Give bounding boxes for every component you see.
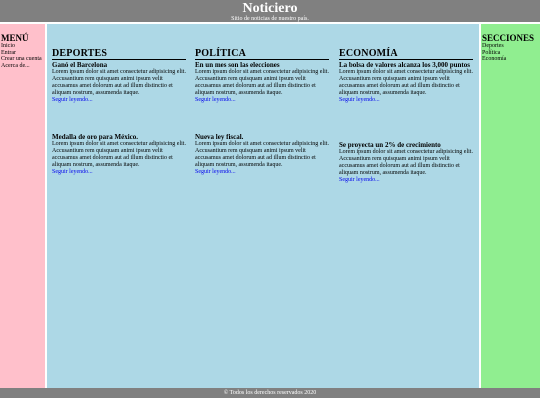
read-more-link[interactable]: Seguir leyendo... (339, 97, 380, 103)
article-body: Lorem ipsum dolor sit amet consectetur adipisicing elit. Accusantium rem quisquam animi ipsum velit accusamus amet dolorum aut ad illum distinctio et aliquam nostrum, assumenda itaque. (195, 69, 329, 96)
read-more-link[interactable]: Seguir leyendo... (195, 97, 236, 103)
sections-item-economia[interactable]: Economía (482, 56, 507, 62)
sections-list (482, 43, 539, 63)
article (52, 61, 186, 133)
read-more-link[interactable]: Seguir leyendo... (52, 169, 93, 175)
site-header (0, 0, 540, 22)
site-tagline: Sitio de noticias de nuestro país. (231, 16, 309, 22)
site-title: Noticiero (242, 1, 298, 16)
menu-item-acerca[interactable]: Acerca de... (1, 62, 30, 69)
section-deportes (52, 48, 186, 176)
article-body: Lorem ipsum dolor sit amet consectetur adipisicing elit. Accusantium rem quisquam animi ipsum velit accusamus amet dolorum aut ad illum distinctio et aliquam nostrum, assumenda itaque. (52, 69, 186, 96)
article-body: Lorem ipsum dolor sit amet consectetur adipisicing elit. Accusantium rem quisquam animi ipsum velit accusamus amet dolorum aut ad illum distinctio et aliquam nostrum, assumenda itaque. (52, 141, 186, 168)
article-body: Lorem ipsum dolor sit amet consectetur adipisicing elit. Accusantium rem quisquam animi ipsum velit accusamus amet dolorum aut ad illum distinctio et aliquam nostrum, assumenda itaque. (195, 141, 329, 168)
section-economia (339, 48, 473, 184)
menu-item-crear-cuenta[interactable]: Crear una cuenta (1, 56, 42, 62)
sections-heading: SECCIONES (482, 33, 535, 43)
article-body: Lorem ipsum dolor sit amet consectetur adipisicing elit. Accusantium rem quisquam animi ipsum velit accusamus amet dolorum aut ad illum distinctio et aliquam nostrum, assumenda itaque. (339, 69, 473, 96)
article (339, 141, 473, 184)
section-heading: POLÍTICA (195, 48, 329, 60)
sections-item-deportes[interactable]: Deportes (482, 43, 504, 49)
section-heading: ECONOMÍA (339, 48, 473, 60)
site-footer: © Todos los derechos reservados 2020 (0, 388, 540, 398)
article-title: En un mes son las elecciones (195, 61, 280, 69)
read-more-link[interactable]: Seguir leyendo... (52, 97, 93, 103)
article (195, 61, 329, 133)
article-title: Medalla de oro para México. (52, 133, 138, 141)
section-politica (195, 48, 329, 176)
article (339, 61, 473, 141)
article (52, 133, 186, 176)
sections-sidebar (481, 24, 540, 388)
article-title: Ganó el Barcelona (52, 61, 108, 69)
menu-item-inicio[interactable]: Inicio (1, 43, 15, 49)
read-more-link[interactable]: Seguir leyendo... (339, 177, 380, 183)
article-title: Nueva ley fiscal. (195, 133, 244, 141)
article-title: La bolsa de valores alcanza los 3,000 puntos (339, 61, 470, 69)
menu-item-entrar[interactable]: Entrar (1, 49, 16, 56)
menu-sidebar (0, 24, 45, 388)
menu-heading: MENÚ (1, 33, 29, 43)
article-title: Se proyecta un 2% de crecimiento (339, 141, 441, 149)
article (195, 133, 329, 176)
read-more-link[interactable]: Seguir leyendo... (195, 169, 236, 175)
article-body: Lorem ipsum dolor sit amet consectetur adipisicing elit. Accusantium rem quisquam animi ipsum velit accusamus amet dolorum aut ad illum distinctio et aliquam nostrum, assumenda itaque. (339, 149, 473, 176)
sections-item-politica[interactable]: Política (482, 49, 501, 56)
main-content (47, 24, 479, 388)
menu-list (1, 43, 44, 69)
section-heading: DEPORTES (52, 48, 186, 60)
